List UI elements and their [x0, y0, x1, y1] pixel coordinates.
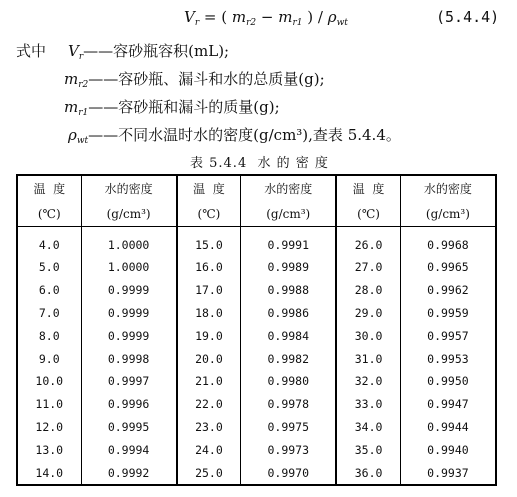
density-cell: 0.9992 — [81, 461, 177, 485]
definition-subscript: r1 — [78, 108, 89, 118]
density-cell: 0.9996 — [81, 393, 177, 416]
density-cell: 0.9995 — [81, 415, 177, 438]
formula-lhs: V — [184, 8, 195, 26]
table-row — [17, 227, 496, 257]
formula-close: ) / — [302, 8, 328, 26]
temperature-cell: 30.0 — [336, 324, 400, 347]
temperature-cell: 5.0 — [38, 260, 60, 275]
table-row — [17, 347, 496, 370]
temperature-cell: 15.0 — [177, 227, 241, 257]
density-cell: 0.9997 — [81, 370, 177, 393]
definition-symbol: m — [64, 70, 79, 88]
density-cell: 0.9994 — [81, 438, 177, 461]
density-cell: 0.9959 — [400, 302, 496, 325]
temperature-cell: 28.0 — [336, 279, 400, 302]
density-cell: 0.9975 — [241, 415, 337, 438]
density-cell: 0.9950 — [400, 370, 496, 393]
header-density: 水的密度 — [400, 175, 496, 202]
table-row — [17, 415, 496, 438]
table-body — [17, 227, 496, 486]
temperature-cell: 18.0 — [177, 302, 241, 325]
temperature-cell: 25.0 — [177, 461, 241, 485]
equation-number: (5.4.4) — [436, 8, 500, 26]
water-density-table — [16, 174, 497, 486]
table-caption: 表 5.4.4 水 的 密 度 — [190, 156, 329, 171]
formula-m1: m — [278, 8, 293, 26]
temperature-cell: 12.0 — [35, 419, 64, 434]
density-cell: 0.9978 — [241, 393, 337, 416]
temperature-cell: 6.0 — [38, 283, 60, 298]
definition-item — [68, 124, 401, 146]
temperature-cell: 23.0 — [177, 415, 241, 438]
temperature-cell: 8.0 — [38, 328, 60, 343]
formula-m2: m — [231, 8, 247, 26]
temperature-cell: 13.0 — [35, 442, 64, 457]
table-header-row — [17, 175, 496, 202]
formula-open: = ( — [199, 8, 232, 26]
density-cell: 1.0000 — [81, 227, 177, 257]
density-cell: 0.9973 — [241, 438, 337, 461]
header-unit: (℃) — [336, 202, 400, 227]
temperature-cell: 11.0 — [35, 397, 64, 412]
definition-subscript: r2 — [78, 80, 89, 90]
table-row — [17, 302, 496, 325]
definition-subscript: r — [78, 52, 84, 62]
density-cell: 0.9957 — [400, 324, 496, 347]
density-cell: 0.9962 — [400, 279, 496, 302]
temperature-cell: 7.0 — [38, 305, 60, 320]
temperature-cell: 26.0 — [336, 227, 400, 257]
temperature-cell: 4.0 — [38, 237, 60, 252]
formula-m1-sub: r1 — [292, 18, 303, 28]
definition-text: ——容砂瓶、漏斗和水的总质量(g); — [88, 70, 325, 88]
definition-item — [64, 96, 280, 118]
density-cell: 0.9947 — [400, 393, 496, 416]
temperature-cell: 16.0 — [177, 256, 241, 279]
density-cell: 0.9965 — [400, 256, 496, 279]
temperature-cell: 20.0 — [177, 347, 241, 370]
header-unit: (℃) — [37, 207, 61, 221]
header-unit: (g/cm³) — [400, 202, 496, 227]
temperature-cell: 24.0 — [177, 438, 241, 461]
header-unit: (g/cm³) — [81, 202, 177, 227]
density-cell: 0.9953 — [400, 347, 496, 370]
density-cell: 0.9988 — [241, 279, 337, 302]
temperature-cell: 35.0 — [336, 438, 400, 461]
density-cell: 0.9999 — [81, 302, 177, 325]
temperature-cell: 33.0 — [336, 393, 400, 416]
density-cell: 0.9999 — [81, 324, 177, 347]
temperature-cell: 9.0 — [38, 351, 60, 366]
temperature-cell: 34.0 — [336, 415, 400, 438]
density-cell: 0.9980 — [241, 370, 337, 393]
header-unit: (g/cm³) — [241, 202, 337, 227]
formula-rho: ρ — [327, 8, 337, 26]
definition-symbol: m — [64, 98, 79, 116]
header-density: 水的密度 — [241, 175, 337, 202]
formula-m2-sub: r2 — [246, 18, 257, 28]
density-cell: 0.9937 — [400, 461, 496, 485]
header-unit: (℃) — [177, 202, 241, 227]
table-row — [17, 256, 496, 279]
header-density: 水的密度 — [81, 175, 177, 202]
definition-text: ——容砂瓶容积(mL); — [83, 42, 230, 60]
table-unit-row — [17, 202, 496, 227]
temperature-cell: 14.0 — [35, 465, 64, 480]
table-row — [17, 461, 496, 485]
formula — [184, 8, 348, 28]
table-row — [17, 393, 496, 416]
density-cell: 0.9999 — [81, 279, 177, 302]
formula-rho-sub: wt — [336, 18, 348, 28]
definition-text: ——容砂瓶和漏斗的质量(g); — [88, 98, 280, 116]
temperature-cell: 21.0 — [177, 370, 241, 393]
header-temperature: 温 度 — [177, 175, 241, 202]
density-cell: 0.9940 — [400, 438, 496, 461]
temperature-cell: 31.0 — [336, 347, 400, 370]
definition-subscript: wt — [76, 136, 89, 146]
temperature-cell: 27.0 — [336, 256, 400, 279]
temperature-cell: 19.0 — [177, 324, 241, 347]
formula-lhs-sub: r — [194, 18, 200, 28]
density-cell: 0.9984 — [241, 324, 337, 347]
header-temperature: 温 度 — [336, 175, 400, 202]
header-temperature: 温 度 — [33, 182, 66, 196]
density-cell: 0.9970 — [241, 461, 337, 485]
temperature-cell: 22.0 — [177, 393, 241, 416]
density-cell: 0.9982 — [241, 347, 337, 370]
table-row — [17, 370, 496, 393]
density-cell: 0.9986 — [241, 302, 337, 325]
definition-symbol: ρ — [68, 126, 77, 144]
temperature-cell: 17.0 — [177, 279, 241, 302]
definition-text: ——不同水温时水的密度(g/cm³),查表 5.4.4。 — [88, 126, 401, 144]
temperature-cell: 10.0 — [35, 374, 64, 389]
definition-symbol: V — [68, 42, 79, 60]
density-cell: 0.9991 — [241, 227, 337, 257]
where-label: 式中 — [16, 42, 47, 60]
temperature-cell: 36.0 — [336, 461, 400, 485]
definition-item — [68, 40, 229, 62]
table-row — [17, 438, 496, 461]
density-cell: 0.9989 — [241, 256, 337, 279]
temperature-cell: 29.0 — [336, 302, 400, 325]
temperature-cell: 32.0 — [336, 370, 400, 393]
formula-minus: − — [256, 8, 279, 26]
density-cell: 0.9998 — [81, 347, 177, 370]
density-cell: 0.9968 — [400, 227, 496, 257]
definition-item — [64, 68, 325, 90]
density-cell: 0.9944 — [400, 415, 496, 438]
density-cell: 1.0000 — [81, 256, 177, 279]
table-row — [17, 279, 496, 302]
table-row — [17, 324, 496, 347]
